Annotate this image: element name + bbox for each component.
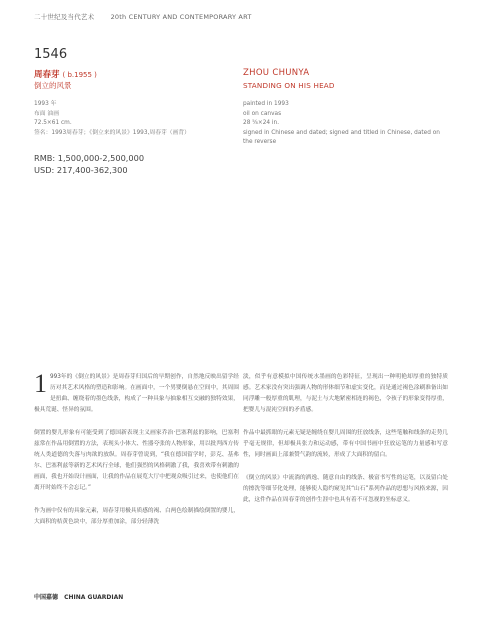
- details-en-line: signed in Chinese and dated; signed and titled in Chinese, dated on the reverse: [243, 129, 440, 145]
- essay-paragraph: 倒置的婴儿形象有可能受到了德国新表现主义画家乔治·巴塞利兹的影响，巴塞利兹常在作品用倒置的方法，表现头小体大、性器夸张的人物形象，用以批判西方传统人类道德的失落与肉欲的放纵。周春芽曾说到，“我在德国留学时，彭克、基弗尔、巴塞利兹等新的艺术风行全球，他们强烈的风格刺激了我，我喜欢带有刺激的画面，我也开始设计画面，让我的作品在展览大厅中把观众吸引过来，也使他们在离开时始终不会忘记。”: [34, 430, 239, 491]
- artist-name-en: ZHOU CHUNYA: [243, 68, 310, 78]
- artist-dates: ( b.1955 ): [62, 71, 97, 79]
- details-en-line: oil on canvas: [243, 110, 282, 117]
- essay-left-column: [34, 369, 239, 540]
- footer-en: CHINA GUARDIAN: [64, 594, 124, 601]
- essay-paragraph: 《倒立的风景》中流淌的洒逸、随意自由的线条、极富书写性的运笔，以及留白处的擦洗等细节化处理，能够使人隐约窥见其“山石”系列作品的思想与风格来源，因此，这件作品在周春芽的创作生涯中也具有着不可忽视的坐标意义。: [243, 475, 448, 503]
- essay-right-column: [243, 372, 448, 518]
- essay-paragraph: 作为画中仅有的具象元素，周春芽用极具质感的褐、白两色绘制描绘倒置的婴儿，大面积的桔黄色块中，部分厚重加涂，部分轻薄洗: [34, 508, 239, 525]
- footer-cn: 中国嘉德: [34, 594, 59, 601]
- details-en-line: painted in 1993: [243, 101, 289, 107]
- header-en: 20th CENTURY AND CONTEMPORARY ART: [110, 13, 252, 21]
- details-cn-line: 签名：1993周春芽；《倒立来的风景》1993,周春芽（画背）: [34, 129, 190, 136]
- artwork-title-en: STANDING ON HIS HEAD: [243, 81, 335, 90]
- essay-paragraph: [34, 369, 239, 416]
- details-cn-line: 布面 油画: [34, 110, 60, 117]
- price-usd: USD: 217,400-362,300: [34, 165, 128, 175]
- details-cn-line: 72.5×61 cm.: [34, 120, 72, 126]
- dropcap: 1: [34, 369, 47, 398]
- page-footer: [34, 592, 123, 601]
- details-cn-line: 1993 年: [34, 101, 57, 107]
- artist-cn-label: 周春芽: [34, 70, 60, 80]
- lot-number: 1546: [34, 47, 68, 62]
- essay-paragraph: 淡，似乎有意模拟中国传统水墨画的色彩特征，呈现出一种明艳却厚重的独特质感。艺术家没有突出强调人物的形体细节和虚实变化，而是通过褐色涂刷准备出如同浮雕一般厚重的肌理，与泥土与大地紧密相连的褐色，令孩子的形象变得厚重，把婴儿与混沌空间的矛盾感。: [243, 374, 448, 413]
- page-header: [34, 12, 266, 21]
- essay-paragraph-text: 993年的《倒立的风景》是周春芽归国后的早期创作，自然地反映出留学经历对其艺术风格的塑造和影响。在画面中，一个男婴倒悬在空间中，其周围是扭曲、缠绕着的墨色线条，构成了一种具象与抽象相互交融的独特效果，极具荒诞、怪异的氛围。: [34, 374, 239, 413]
- artist-name-cn: [34, 68, 97, 80]
- header-cn: 二十世纪及当代艺术: [34, 13, 95, 21]
- price-estimate: [34, 152, 144, 176]
- details-cn: [34, 100, 190, 138]
- artwork-title-cn: 倒立的风景: [34, 81, 72, 90]
- essay-paragraph: 作品中最抓眼的元素无疑是缠绕在婴儿周围的狂放线条，这些笔触和线条的走势几乎毫无规律，但却极具张力和运动感，带有中国书画中狂放运笔的力量感和写意性，同时画面上部兼赞气韵的流转，形成了大面积的留白。: [243, 430, 448, 458]
- details-en: [243, 100, 448, 148]
- details-en-line: 28 ⁵⁄₈×24 in.: [243, 120, 280, 126]
- price-rmb: RMB: 1,500,000-2,500,000: [34, 153, 145, 163]
